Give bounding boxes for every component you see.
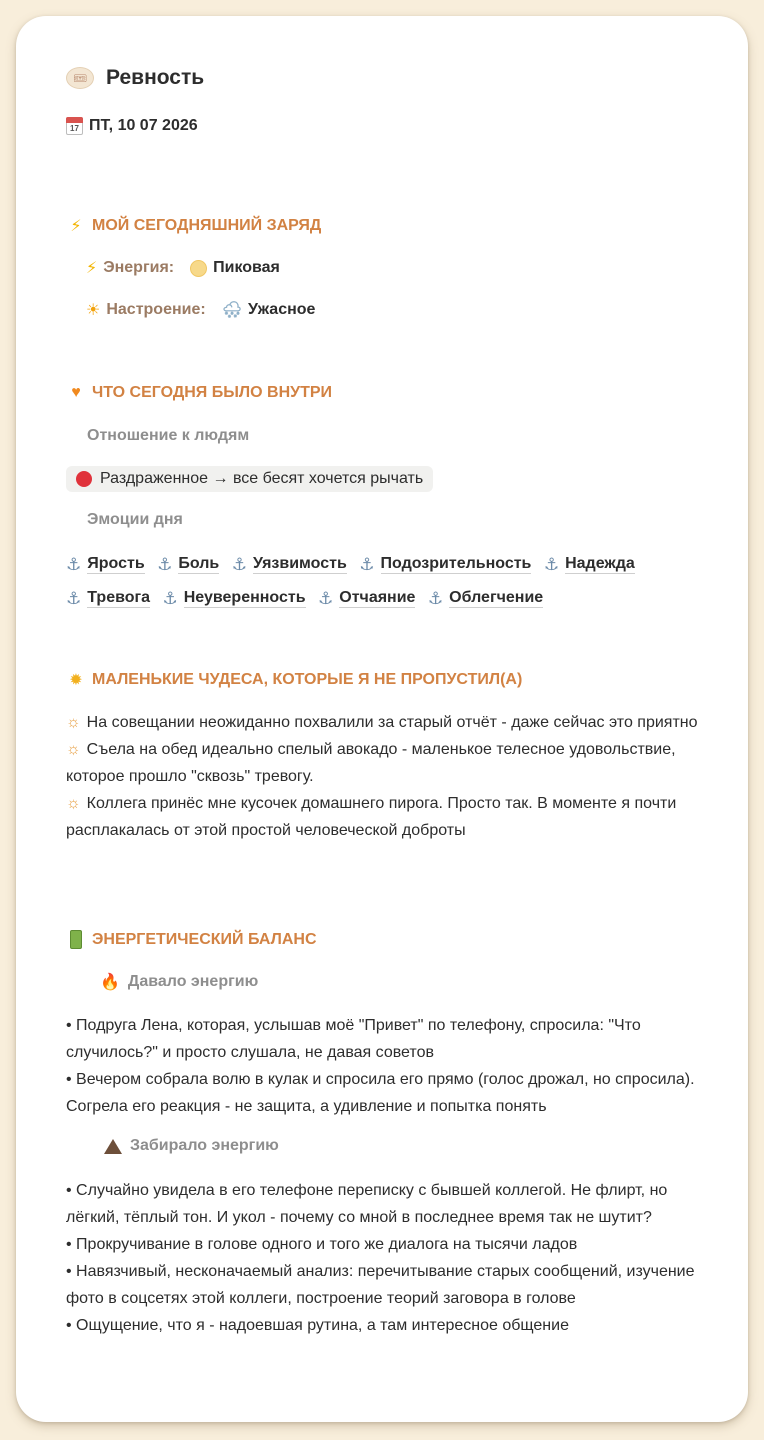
anchor-icon: ⚓ <box>359 555 375 574</box>
energy-property[interactable] <box>86 258 708 278</box>
energy-value <box>190 259 280 277</box>
relation-label: Отношение к людям <box>87 427 250 444</box>
wonder-item: ☼ На совещании неожиданно похвалили за старый отчёт - даже сейчас это приятно <box>66 714 698 731</box>
fire-icon: 🔥 <box>100 974 120 991</box>
battery-icon <box>66 930 86 949</box>
list-item: • Вечером собрала волю в кулак и спросила его прямо (голос дрожал, но спросила). Согрела его реакция - не защита, а удивление и попытка понять <box>66 1071 695 1115</box>
mood-label <box>86 300 206 320</box>
list-item: • Навязчивый, несконачаемый анализ: перечитывание старых сообщений, изучение фото в соцсетях этой коллеги, построение теорий заговора в голове <box>66 1263 695 1307</box>
energy-label <box>86 258 174 278</box>
emotion-tag[interactable]: ⚓ Ярость <box>66 548 145 581</box>
section-balance-title: ЭНЕРГЕТИЧЕСКИЙ БАЛАНС <box>92 930 317 948</box>
section-charge-title: МОЙ СЕГОДНЯШНИЙ ЗАРЯД <box>92 217 322 234</box>
sun-icon: ☼ <box>66 741 81 758</box>
orange-heart-icon: ♥ <box>71 384 81 401</box>
relation-tag-text: Раздраженное → все бесят хочется рычать <box>100 470 424 487</box>
anchor-icon: ⚓ <box>66 589 82 608</box>
wonders-list <box>66 709 708 844</box>
calendar-icon: 17 <box>66 117 83 135</box>
anchor-icon: ⚓ <box>543 555 560 574</box>
wonder-item: ☼ Съела на обед идеально спелый авокадо - маленькое телесное удовольствие, которое прошло "сквозь" тревогу. <box>66 741 676 785</box>
section-inside-heading <box>66 384 708 402</box>
anchor-icon: ⚓ <box>66 555 82 574</box>
emotion-tag[interactable]: ⚓ Отчаяние <box>318 582 415 615</box>
gave-energy-label: 🔥 Давало энергию <box>100 973 259 991</box>
yellow-circle-icon <box>190 260 207 277</box>
gave-energy-list <box>66 1012 708 1120</box>
list-item: • Подруга Лена, которая, услышав моё "Привет" по телефону, спросила: "Что случилось?" и просто слушала, не давая советов <box>66 1017 641 1061</box>
lightning-icon: ⚡ <box>86 260 98 277</box>
emotion-tag[interactable]: ⚓ Неуверенность <box>163 582 306 615</box>
section-wonders-title: МАЛЕНЬКИЕ ЧУДЕСА, КОТОРЫЕ Я НЕ ПРОПУСТИЛ(А) <box>92 671 523 688</box>
section-inside-title: ЧТО СЕГОДНЯ БЫЛО ВНУТРИ <box>92 384 333 401</box>
section-wonders-heading <box>66 670 708 690</box>
emotion-tag[interactable]: ⚓ Облегчение <box>428 582 543 615</box>
section-balance-heading <box>66 930 708 949</box>
relation-tag-row <box>66 466 708 492</box>
wonder-item: ☼ Коллега принёс мне кусочек домашнего пирога. Просто так. В моменте я почти расплакалась от этой простой человеческой доброты <box>66 795 677 839</box>
lightning-icon: ⚡ <box>70 218 82 235</box>
sparkle-sun-icon: ✹ <box>69 672 83 689</box>
list-item: • Случайно увидела в его телефоне переписку с бывшей коллегой. Не флирт, но лёгкий, тёплый тон. И укол - почему со мной в последнее время так не шутит? <box>66 1182 668 1226</box>
emotions-list <box>66 548 718 616</box>
date-row <box>66 117 708 135</box>
page-title: Ревность <box>106 66 205 89</box>
snow-cloud-icon: 🌨 <box>221 302 243 319</box>
energy-label-text: Энергия: <box>103 259 175 276</box>
emotion-tag[interactable]: ⚓ Подозрительность <box>359 548 531 581</box>
energy-value-text: Пиковая <box>213 259 280 276</box>
emotion-tag[interactable]: ⚓ Тревога <box>66 582 150 615</box>
title-row <box>66 66 708 90</box>
anchor-icon: ⚓ <box>318 589 334 608</box>
mood-value <box>222 300 316 320</box>
mood-label-text: Настроение: <box>106 301 206 318</box>
anchor-icon: ⚓ <box>157 555 173 574</box>
anchor-icon: ⚓ <box>427 589 444 608</box>
list-item: • Прокручивание в голове одного и того же диалога на тысячи ладов <box>66 1236 578 1253</box>
sun-icon: ☀ <box>86 302 101 319</box>
mood-value-text: Ужасное <box>248 301 316 318</box>
took-energy-list <box>66 1177 708 1339</box>
took-energy-label: Забирало энергию <box>104 1137 708 1155</box>
emotion-tag[interactable]: ⚓ Надежда <box>544 548 635 581</box>
sun-icon: ☼ <box>66 714 81 731</box>
list-item: • Ощущение, что я - надоевшая рутина, а там интересное общение <box>66 1317 569 1334</box>
anchor-icon: ⚓ <box>162 589 178 608</box>
anchor-icon: ⚓ <box>231 555 247 574</box>
journal-card <box>16 16 748 1422</box>
section-charge-heading <box>66 216 708 236</box>
mood-property[interactable] <box>86 300 708 320</box>
relation-tag[interactable] <box>66 466 433 492</box>
emotion-tag[interactable]: ⚓ Уязвимость <box>232 548 347 581</box>
page-date: ПТ, 10 07 2026 <box>89 117 198 134</box>
volcano-icon <box>104 1139 122 1154</box>
red-circle-icon <box>76 471 92 487</box>
emotions-label: Эмоции дня <box>87 511 183 528</box>
ticket-icon: 🎟 <box>66 67 94 89</box>
emotion-tag[interactable]: ⚓ Боль <box>157 548 219 581</box>
sun-icon: ☼ <box>66 795 81 812</box>
